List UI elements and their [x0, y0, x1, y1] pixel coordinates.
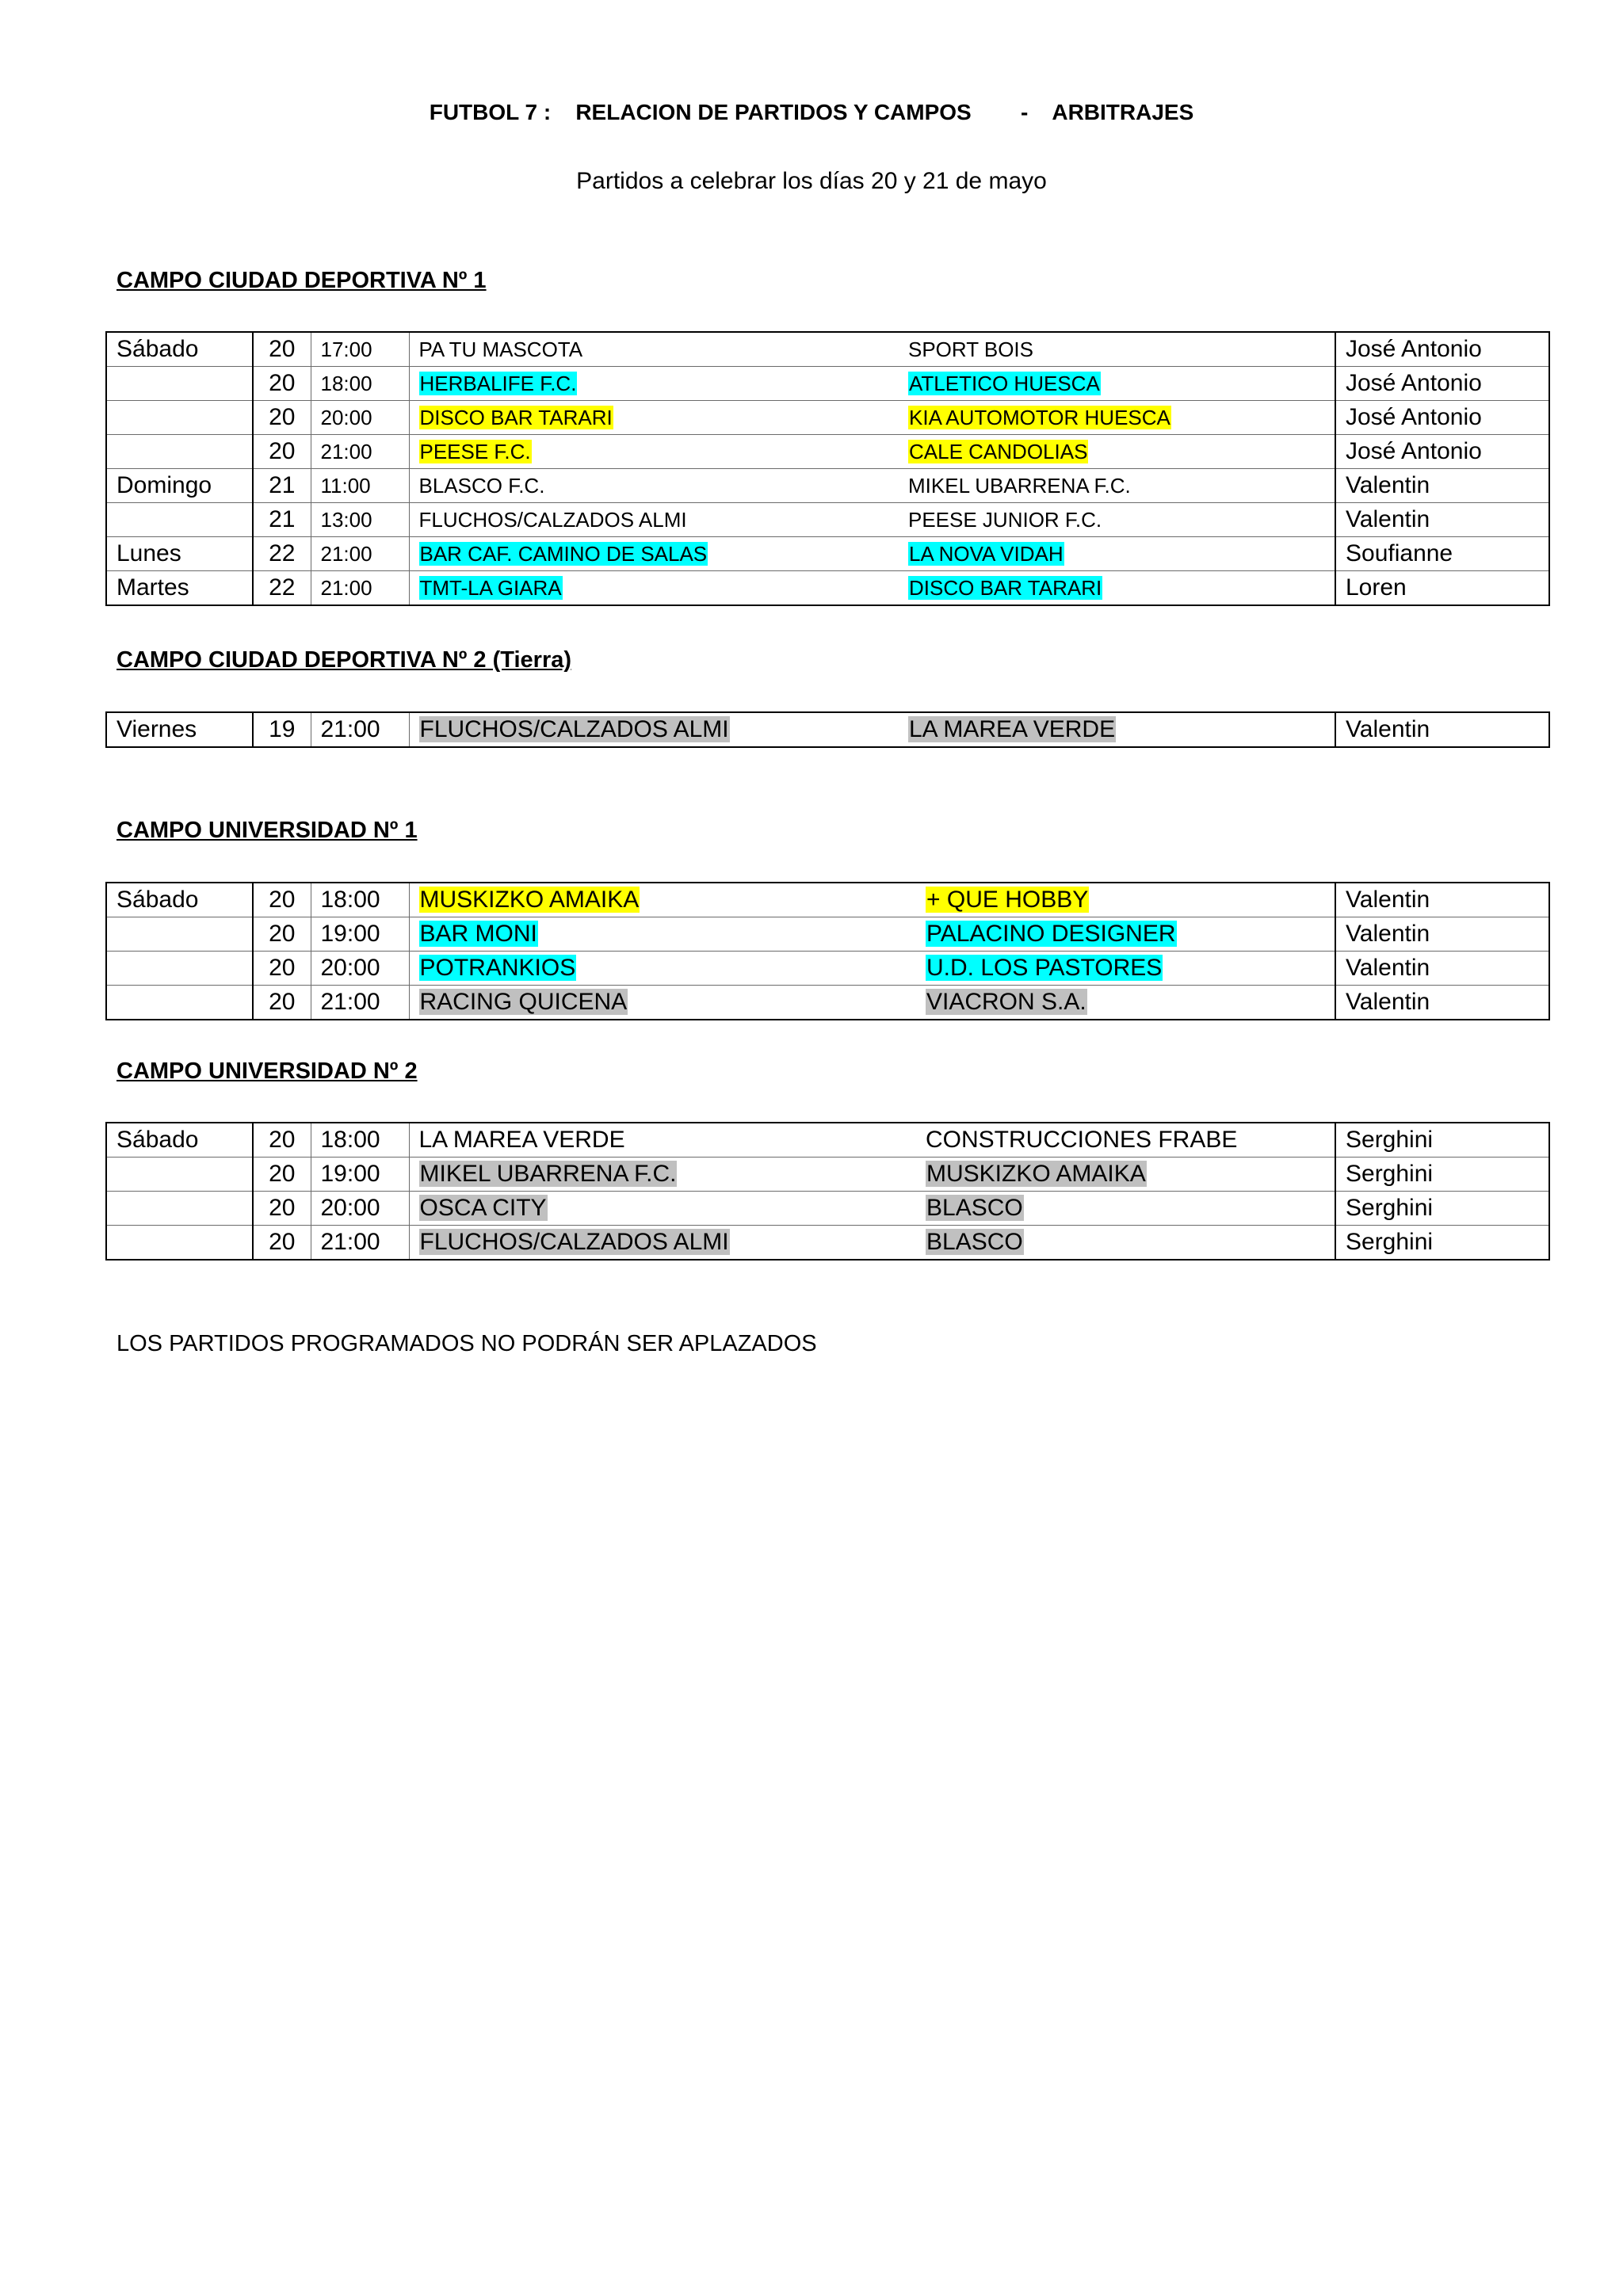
table-row: [106, 1226, 1549, 1261]
separator-cell: [876, 537, 899, 571]
schedule-table: [105, 711, 1550, 748]
home-team-cell-text: TMT-LA GIARA: [419, 575, 562, 600]
away-team-cell-text: KIA AUTOMOTOR HUESCA: [909, 405, 1170, 429]
away-team-cell: [899, 435, 1335, 469]
day-cell: [106, 469, 253, 503]
time-cell: [311, 503, 409, 537]
home-team-cell-text: MIKEL UBARRENA F.C.: [419, 1161, 677, 1187]
separator-cell: [876, 503, 899, 537]
time-cell-text: 21:00: [320, 439, 372, 463]
table-row: [106, 332, 1549, 367]
day-cell: [106, 503, 253, 537]
home-team-cell: [409, 883, 876, 917]
date-cell-text: 21: [269, 506, 296, 532]
separator-cell: [876, 469, 899, 503]
time-cell: [311, 332, 409, 367]
time-cell: [311, 469, 409, 503]
date-cell: [253, 332, 311, 367]
home-team-cell: [409, 986, 876, 1020]
home-team-cell: [409, 1192, 876, 1226]
time-cell-text: 11:00: [320, 473, 371, 498]
time-cell: [311, 401, 409, 435]
day-cell: [106, 1158, 253, 1192]
date-cell-text: 19: [269, 716, 296, 742]
separator-cell: [876, 435, 899, 469]
separator-cell: [876, 986, 916, 1020]
away-team-cell: [899, 712, 1335, 747]
date-cell: [253, 917, 311, 952]
table-row: [106, 986, 1549, 1020]
referee-cell-text: José Antonio: [1346, 336, 1482, 362]
home-team-cell: [409, 1226, 876, 1261]
separator-cell: [876, 1123, 916, 1158]
home-team-cell: [409, 917, 876, 952]
day-cell: [106, 712, 253, 747]
day-cell: [106, 917, 253, 952]
home-team-cell: [409, 469, 876, 503]
away-team-cell: [916, 883, 1335, 917]
time-cell-text: 18:00: [320, 887, 380, 913]
time-cell: [311, 952, 409, 986]
home-team-cell-text: FLUCHOS/CALZADOS ALMI: [419, 1229, 729, 1255]
document-subtitle: Partidos a celebrar los días 20 y 21 de mayo: [576, 168, 1047, 194]
day-cell-text: Lunes: [116, 540, 181, 566]
away-team-cell: [899, 367, 1335, 401]
day-cell: [106, 952, 253, 986]
table-row: [106, 571, 1549, 606]
day-cell: [106, 883, 253, 917]
date-cell: [253, 1192, 311, 1226]
away-team-cell: [899, 332, 1335, 367]
day-cell: [106, 435, 253, 469]
date-cell: [253, 503, 311, 537]
date-cell: [253, 986, 311, 1020]
time-cell: [311, 1192, 409, 1226]
away-team-cell: [916, 1192, 1335, 1226]
away-team-cell: [916, 1158, 1335, 1192]
home-team-cell-text: DISCO BAR TARARI: [419, 405, 613, 429]
home-team-cell-text: BAR MONI: [419, 921, 537, 947]
date-cell-text: 20: [269, 336, 296, 362]
time-cell-text: 21:00: [320, 541, 372, 566]
away-team-cell-text: CONSTRUCCIONES FRABE: [926, 1127, 1238, 1153]
date-cell: [253, 883, 311, 917]
day-cell-text: Viernes: [116, 716, 197, 742]
away-team-cell-text: MUSKIZKO AMAIKA: [926, 1161, 1146, 1187]
home-team-cell: [409, 1158, 876, 1192]
date-cell-text: 20: [269, 1195, 296, 1221]
time-cell: [311, 571, 409, 606]
home-team-cell: [409, 952, 876, 986]
date-cell-text: 20: [269, 438, 296, 464]
table-row: [106, 1192, 1549, 1226]
separator-cell: [876, 571, 899, 606]
referee-cell: [1335, 401, 1549, 435]
home-team-cell: [409, 332, 876, 367]
time-cell-text: 18:00: [320, 371, 372, 395]
referee-cell-text: Valentin: [1346, 506, 1430, 532]
referee-cell: [1335, 332, 1549, 367]
away-team-cell: [916, 986, 1335, 1020]
referee-cell: [1335, 1192, 1549, 1226]
time-cell: [311, 537, 409, 571]
home-team-cell-text: LA MAREA VERDE: [418, 1127, 625, 1153]
separator-cell: [876, 883, 916, 917]
date-cell: [253, 1123, 311, 1158]
away-team-cell-text: LA NOVA VIDAH: [909, 541, 1064, 566]
footer-note: LOS PARTIDOS PROGRAMADOS NO PODRÁN SER APLAZADOS: [116, 1331, 817, 1356]
date-cell: [253, 712, 311, 747]
separator-cell: [876, 401, 899, 435]
away-team-cell: [899, 401, 1335, 435]
time-cell: [311, 435, 409, 469]
day-cell: [106, 401, 253, 435]
day-cell: [106, 332, 253, 367]
time-cell: [311, 1226, 409, 1261]
separator-cell: [876, 367, 899, 401]
home-team-cell-text: OSCA CITY: [419, 1195, 547, 1221]
away-team-cell-text: SPORT BOIS: [908, 337, 1033, 361]
home-team-cell: [409, 435, 876, 469]
time-cell: [311, 712, 409, 747]
referee-cell-text: José Antonio: [1346, 404, 1482, 430]
referee-cell-text: Valentin: [1346, 716, 1430, 742]
separator-cell: [876, 712, 899, 747]
date-cell: [253, 952, 311, 986]
day-cell: [106, 571, 253, 606]
day-cell: [106, 537, 253, 571]
referee-cell: [1335, 1226, 1549, 1261]
table-row: [106, 712, 1549, 747]
time-cell: [311, 917, 409, 952]
day-cell-text: Sábado: [116, 887, 199, 913]
home-team-cell-text: BAR CAF. CAMINO DE SALAS: [419, 541, 708, 566]
time-cell-text: 20:00: [320, 1195, 380, 1221]
table-row: [106, 1158, 1549, 1192]
referee-cell-text: Valentin: [1346, 472, 1430, 498]
referee-cell-text: Loren: [1346, 574, 1407, 601]
referee-cell: [1335, 469, 1549, 503]
day-cell-text: Domingo: [116, 472, 212, 498]
time-cell-text: 19:00: [320, 921, 380, 947]
away-team-cell: [899, 469, 1335, 503]
home-team-cell: [409, 401, 876, 435]
section-heading-universidad-2: CAMPO UNIVERSIDAD Nº 2: [116, 1058, 418, 1084]
away-team-cell-text: BLASCO: [926, 1195, 1023, 1221]
referee-cell-text: Valentin: [1346, 955, 1430, 981]
day-cell-text: Sábado: [116, 336, 199, 362]
time-cell-text: 21:00: [320, 716, 380, 742]
away-team-cell-text: PALACINO DESIGNER: [926, 921, 1176, 947]
time-cell-text: 21:00: [320, 989, 380, 1015]
section-heading-universidad-1: CAMPO UNIVERSIDAD Nº 1: [116, 818, 418, 843]
date-cell: [253, 571, 311, 606]
table-row: [106, 367, 1549, 401]
day-cell: [106, 986, 253, 1020]
table-row: [106, 952, 1549, 986]
time-cell: [311, 367, 409, 401]
date-cell-text: 20: [269, 1161, 296, 1187]
away-team-cell: [899, 571, 1335, 606]
referee-cell-text: Serghini: [1346, 1127, 1434, 1153]
time-cell: [311, 1123, 409, 1158]
home-team-cell: [409, 367, 876, 401]
day-cell-text: Sábado: [116, 1127, 199, 1153]
home-team-cell-text: MUSKIZKO AMAIKA: [419, 887, 640, 913]
home-team-cell: [409, 712, 876, 747]
home-team-cell-text: PA TU MASCOTA: [418, 337, 583, 361]
day-cell: [106, 1226, 253, 1261]
home-team-cell-text: PEESE F.C.: [419, 439, 531, 463]
away-team-cell-text: LA MAREA VERDE: [909, 716, 1116, 742]
referee-cell: [1335, 883, 1549, 917]
separator-cell: [876, 332, 899, 367]
away-team-cell: [899, 503, 1335, 537]
time-cell: [311, 883, 409, 917]
referee-cell-text: Valentin: [1346, 887, 1430, 913]
away-team-cell: [899, 537, 1335, 571]
table-row: [106, 917, 1549, 952]
separator-cell: [876, 952, 916, 986]
time-cell-text: 20:00: [320, 955, 380, 981]
date-cell-text: 20: [269, 370, 296, 396]
referee-cell: [1335, 712, 1549, 747]
referee-cell: [1335, 1123, 1549, 1158]
home-team-cell-text: FLUCHOS/CALZADOS ALMI: [419, 716, 729, 742]
referee-cell-text: Serghini: [1346, 1161, 1434, 1187]
away-team-cell-text: VIACRON S.A.: [926, 989, 1086, 1015]
away-team-cell: [916, 1123, 1335, 1158]
day-cell: [106, 367, 253, 401]
referee-cell: [1335, 367, 1549, 401]
section-heading-ciudad-deportiva-1: CAMPO CIUDAD DEPORTIVA Nº 1: [116, 268, 487, 293]
referee-cell: [1335, 503, 1549, 537]
time-cell-text: 21:00: [320, 1229, 380, 1255]
home-team-cell-text: RACING QUICENA: [419, 989, 628, 1015]
date-cell: [253, 469, 311, 503]
table-row: [106, 503, 1549, 537]
away-team-cell-text: BLASCO: [926, 1229, 1023, 1255]
date-cell-text: 20: [269, 1127, 296, 1153]
home-team-cell-text: HERBALIFE F.C.: [419, 371, 577, 395]
away-team-cell-text: U.D. LOS PASTORES: [926, 955, 1163, 981]
away-team-cell-text: PEESE JUNIOR F.C.: [908, 507, 1102, 532]
separator-cell: [876, 1226, 916, 1261]
home-team-cell-text: BLASCO F.C.: [418, 473, 545, 498]
home-team-cell: [409, 503, 876, 537]
date-cell-text: 20: [269, 1229, 296, 1255]
time-cell-text: 18:00: [320, 1127, 380, 1153]
time-cell-text: 21:00: [320, 575, 372, 600]
table-row: [106, 401, 1549, 435]
referee-cell-text: Valentin: [1346, 921, 1430, 947]
home-team-cell-text: POTRANKIOS: [419, 955, 576, 981]
date-cell-text: 20: [269, 921, 296, 947]
referee-cell-text: Serghini: [1346, 1229, 1434, 1255]
schedule-table: [105, 331, 1550, 606]
referee-cell-text: José Antonio: [1346, 370, 1482, 396]
away-team-cell: [916, 1226, 1335, 1261]
date-cell-text: 22: [269, 574, 296, 601]
section-heading-ciudad-deportiva-2: CAMPO CIUDAD DEPORTIVA Nº 2 (Tierra): [116, 647, 572, 673]
home-team-cell-text: FLUCHOS/CALZADOS ALMI: [418, 507, 687, 532]
time-cell-text: 19:00: [320, 1161, 380, 1187]
referee-cell: [1335, 917, 1549, 952]
document-title: FUTBOL 7 : RELACION DE PARTIDOS Y CAMPOS - ARBITRAJES: [429, 100, 1194, 124]
home-team-cell: [409, 537, 876, 571]
table-row: [106, 435, 1549, 469]
referee-cell-text: Serghini: [1346, 1195, 1434, 1221]
away-team-cell: [916, 917, 1335, 952]
referee-cell: [1335, 571, 1549, 606]
away-team-cell: [916, 952, 1335, 986]
home-team-cell: [409, 571, 876, 606]
separator-cell: [876, 1158, 916, 1192]
schedule-table: [105, 882, 1550, 1020]
away-team-cell-text: MIKEL UBARRENA F.C.: [908, 473, 1131, 498]
date-cell: [253, 367, 311, 401]
home-team-cell: [409, 1123, 876, 1158]
time-cell-text: 20:00: [320, 405, 372, 429]
date-cell-text: 20: [269, 887, 296, 913]
day-cell-text: Martes: [116, 574, 189, 601]
time-cell: [311, 1158, 409, 1192]
away-team-cell-text: ATLETICO HUESCA: [909, 371, 1100, 395]
referee-cell: [1335, 986, 1549, 1020]
referee-cell-text: Valentin: [1346, 989, 1430, 1015]
away-team-cell-text: CALE CANDOLIAS: [909, 439, 1088, 463]
referee-cell-text: Soufianne: [1346, 540, 1453, 566]
separator-cell: [876, 917, 916, 952]
referee-cell: [1335, 435, 1549, 469]
schedule-table: [105, 1122, 1550, 1261]
referee-cell: [1335, 1158, 1549, 1192]
time-cell-text: 13:00: [320, 507, 372, 532]
date-cell-text: 20: [269, 955, 296, 981]
date-cell: [253, 1226, 311, 1261]
time-cell-text: 17:00: [320, 337, 372, 361]
away-team-cell-text: + QUE HOBBY: [926, 887, 1089, 913]
referee-cell-text: José Antonio: [1346, 438, 1482, 464]
time-cell: [311, 986, 409, 1020]
date-cell-text: 22: [269, 540, 296, 566]
table-row: [106, 537, 1549, 571]
date-cell: [253, 537, 311, 571]
date-cell: [253, 1158, 311, 1192]
table-row: [106, 1123, 1549, 1158]
date-cell-text: 21: [269, 472, 296, 498]
day-cell: [106, 1192, 253, 1226]
date-cell-text: 20: [269, 404, 296, 430]
day-cell: [106, 1123, 253, 1158]
table-row: [106, 883, 1549, 917]
referee-cell: [1335, 537, 1549, 571]
date-cell-text: 20: [269, 989, 296, 1015]
away-team-cell-text: DISCO BAR TARARI: [909, 575, 1102, 600]
date-cell: [253, 435, 311, 469]
separator-cell: [876, 1192, 916, 1226]
referee-cell: [1335, 952, 1549, 986]
table-row: [106, 469, 1549, 503]
date-cell: [253, 401, 311, 435]
